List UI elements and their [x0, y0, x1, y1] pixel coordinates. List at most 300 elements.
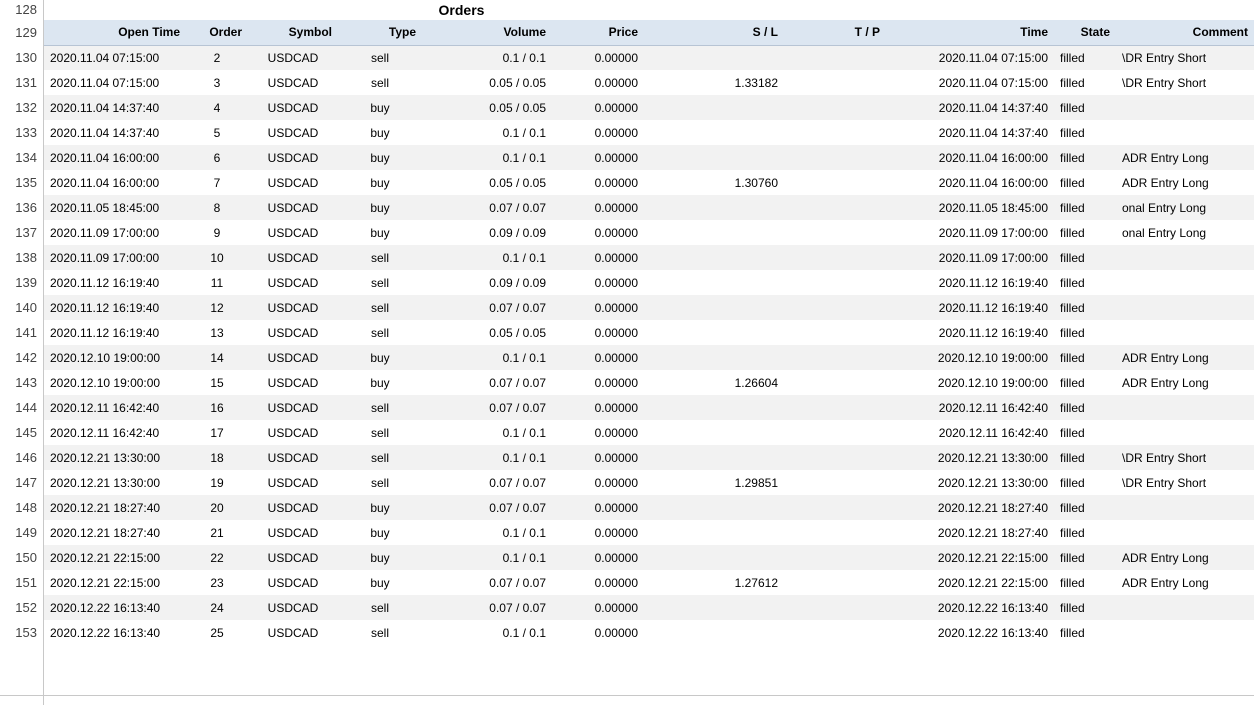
cell-volume: 0.07 / 0.07 — [422, 295, 552, 320]
cell-order: 22 — [186, 545, 248, 570]
column-header-time[interactable]: Time — [886, 20, 1054, 45]
cell-volume: 0.07 / 0.07 — [422, 495, 552, 520]
cell-take-profit — [784, 70, 886, 95]
column-header-price[interactable]: Price — [552, 20, 644, 45]
cell-time: 2020.11.04 07:15:00 — [886, 70, 1054, 95]
cell-order: 7 — [186, 170, 248, 195]
cell-order: 19 — [186, 470, 248, 495]
cell-symbol: USDCAD — [248, 420, 338, 445]
table-row[interactable] — [44, 445, 1254, 470]
cell-price: 0.00000 — [552, 520, 644, 545]
cell-take-profit — [784, 270, 886, 295]
row-number[interactable]: 149 — [15, 525, 37, 540]
cell-state: filled — [1054, 345, 1116, 370]
cell-open-time: 2020.12.21 18:27:40 — [44, 520, 186, 545]
table-row[interactable] — [44, 545, 1254, 570]
cell-open-time: 2020.11.04 14:37:40 — [44, 120, 186, 145]
cell-price: 0.00000 — [552, 445, 644, 470]
cell-open-time: 2020.12.21 13:30:00 — [44, 470, 186, 495]
cell-state: filled — [1054, 295, 1116, 320]
cell-time: 2020.11.12 16:19:40 — [886, 320, 1054, 345]
row-number-gutter — [0, 0, 44, 705]
row-number[interactable]: 148 — [15, 500, 37, 515]
cell-price: 0.00000 — [552, 470, 644, 495]
cell-order: 18 — [186, 445, 248, 470]
cell-stop-loss — [644, 295, 784, 320]
cell-order: 25 — [186, 620, 248, 645]
cell-symbol: USDCAD — [248, 270, 338, 295]
row-number[interactable]: 152 — [15, 600, 37, 615]
cell-order: 24 — [186, 595, 248, 620]
row-number[interactable]: 130 — [15, 50, 37, 65]
cell-comment: ADR Entry Long — [1116, 370, 1254, 395]
cell-symbol: USDCAD — [248, 295, 338, 320]
cell-type: sell — [338, 445, 422, 470]
table-row[interactable] — [44, 45, 1254, 70]
cell-stop-loss — [644, 270, 784, 295]
cell-stop-loss — [644, 595, 784, 620]
cell-time: 2020.11.04 07:15:00 — [886, 45, 1054, 70]
row-number[interactable]: 135 — [15, 175, 37, 190]
cell-type: sell — [338, 595, 422, 620]
cell-symbol: USDCAD — [248, 520, 338, 545]
cell-time: 2020.12.10 19:00:00 — [886, 370, 1054, 395]
cell-symbol: USDCAD — [248, 45, 338, 70]
cell-take-profit — [784, 420, 886, 445]
cell-state: filled — [1054, 470, 1116, 495]
cell-symbol: USDCAD — [248, 620, 338, 645]
cell-type: buy — [338, 345, 422, 370]
cell-type: sell — [338, 70, 422, 95]
cell-comment — [1116, 395, 1254, 420]
row-number[interactable]: 128 — [15, 2, 37, 17]
cell-state: filled — [1054, 95, 1116, 120]
cell-price: 0.00000 — [552, 45, 644, 70]
cell-take-profit — [784, 345, 886, 370]
cell-volume: 0.07 / 0.07 — [422, 195, 552, 220]
orders-table — [44, 20, 1254, 645]
cell-order: 23 — [186, 570, 248, 595]
table-row[interactable] — [44, 70, 1254, 95]
cell-stop-loss — [644, 45, 784, 70]
cell-state: filled — [1054, 220, 1116, 245]
cell-open-time: 2020.12.10 19:00:00 — [44, 370, 186, 395]
cell-take-profit — [784, 370, 886, 395]
column-header-state[interactable]: State — [1054, 20, 1116, 45]
cell-state: filled — [1054, 45, 1116, 70]
cell-order: 10 — [186, 245, 248, 270]
cell-open-time: 2020.11.04 16:00:00 — [44, 170, 186, 195]
column-header-take-profit[interactable]: T / P — [784, 20, 886, 45]
cell-state: filled — [1054, 370, 1116, 395]
cell-stop-loss: 1.30760 — [644, 170, 784, 195]
table-row[interactable] — [44, 170, 1254, 195]
cell-time: 2020.12.11 16:42:40 — [886, 420, 1054, 445]
column-header-comment[interactable]: Comment — [1116, 20, 1254, 45]
cell-price: 0.00000 — [552, 395, 644, 420]
cell-open-time: 2020.12.11 16:42:40 — [44, 420, 186, 445]
header-row — [44, 20, 1254, 45]
cell-time: 2020.12.22 16:13:40 — [886, 620, 1054, 645]
cell-type: buy — [338, 145, 422, 170]
cell-time: 2020.11.05 18:45:00 — [886, 195, 1054, 220]
cell-take-profit — [784, 445, 886, 470]
cell-open-time: 2020.11.04 14:37:40 — [44, 95, 186, 120]
cell-stop-loss — [644, 320, 784, 345]
table-row[interactable] — [44, 320, 1254, 345]
cell-time: 2020.12.11 16:42:40 — [886, 395, 1054, 420]
cell-order: 16 — [186, 395, 248, 420]
cell-open-time: 2020.11.04 07:15:00 — [44, 70, 186, 95]
table-row[interactable] — [44, 195, 1254, 220]
table-row[interactable] — [44, 220, 1254, 245]
cell-symbol: USDCAD — [248, 120, 338, 145]
cell-take-profit — [784, 545, 886, 570]
table-row[interactable] — [44, 570, 1254, 595]
cell-price: 0.00000 — [552, 270, 644, 295]
cell-state: filled — [1054, 70, 1116, 95]
cell-stop-loss — [644, 220, 784, 245]
sheet-grid — [44, 0, 1254, 705]
cell-open-time: 2020.12.22 16:13:40 — [44, 595, 186, 620]
cell-comment: \DR Entry Short — [1116, 470, 1254, 495]
cell-type: buy — [338, 520, 422, 545]
cell-time: 2020.12.21 13:30:00 — [886, 445, 1054, 470]
table-row[interactable] — [44, 95, 1254, 120]
row-number[interactable]: 132 — [15, 100, 37, 115]
cell-price: 0.00000 — [552, 420, 644, 445]
row-number[interactable]: 133 — [15, 125, 37, 140]
cell-take-profit — [784, 145, 886, 170]
cell-volume: 0.1 / 0.1 — [422, 145, 552, 170]
row-number[interactable]: 138 — [15, 250, 37, 265]
cell-state: filled — [1054, 445, 1116, 470]
cell-take-profit — [784, 595, 886, 620]
cell-volume: 0.1 / 0.1 — [422, 420, 552, 445]
cell-comment: ADR Entry Long — [1116, 145, 1254, 170]
cell-state: filled — [1054, 595, 1116, 620]
cell-time: 2020.11.04 16:00:00 — [886, 170, 1054, 195]
cell-state: filled — [1054, 395, 1116, 420]
row-number[interactable]: 143 — [15, 375, 37, 390]
cell-open-time: 2020.11.04 07:15:00 — [44, 45, 186, 70]
cell-stop-loss — [644, 120, 784, 145]
cell-comment — [1116, 95, 1254, 120]
cell-type: sell — [338, 420, 422, 445]
page-title: Orders — [438, 2, 485, 18]
cell-type: sell — [338, 45, 422, 70]
row-number[interactable]: 146 — [15, 450, 37, 465]
cell-symbol: USDCAD — [248, 595, 338, 620]
table-row[interactable] — [44, 370, 1254, 395]
cell-volume: 0.1 / 0.1 — [422, 245, 552, 270]
cell-volume: 0.1 / 0.1 — [422, 545, 552, 570]
cell-time: 2020.11.04 14:37:40 — [886, 120, 1054, 145]
cell-stop-loss — [644, 395, 784, 420]
cell-price: 0.00000 — [552, 295, 644, 320]
cell-take-profit — [784, 220, 886, 245]
cell-symbol: USDCAD — [248, 395, 338, 420]
cell-symbol: USDCAD — [248, 445, 338, 470]
column-header-volume[interactable]: Volume — [422, 20, 552, 45]
cell-take-profit — [784, 170, 886, 195]
cell-symbol: USDCAD — [248, 370, 338, 395]
cell-stop-loss — [644, 420, 784, 445]
table-row[interactable] — [44, 120, 1254, 145]
cell-comment: \DR Entry Short — [1116, 45, 1254, 70]
cell-volume: 0.07 / 0.07 — [422, 395, 552, 420]
row-number[interactable]: 147 — [15, 475, 37, 490]
cell-order: 6 — [186, 145, 248, 170]
cell-volume: 0.07 / 0.07 — [422, 595, 552, 620]
row-number[interactable]: 131 — [15, 75, 37, 90]
cell-open-time: 2020.11.12 16:19:40 — [44, 295, 186, 320]
cell-take-profit — [784, 520, 886, 545]
cell-state: filled — [1054, 145, 1116, 170]
row-number[interactable]: 150 — [15, 550, 37, 565]
cell-type: sell — [338, 395, 422, 420]
cell-volume: 0.05 / 0.05 — [422, 170, 552, 195]
cell-order: 9 — [186, 220, 248, 245]
cell-symbol: USDCAD — [248, 145, 338, 170]
table-row[interactable] — [44, 145, 1254, 170]
cell-comment — [1116, 595, 1254, 620]
cell-open-time: 2020.11.09 17:00:00 — [44, 220, 186, 245]
cell-comment: \DR Entry Short — [1116, 70, 1254, 95]
cell-open-time: 2020.11.12 16:19:40 — [44, 320, 186, 345]
cell-take-profit — [784, 195, 886, 220]
cell-state: filled — [1054, 495, 1116, 520]
row-number[interactable]: 151 — [15, 575, 37, 590]
cell-open-time: 2020.11.04 16:00:00 — [44, 145, 186, 170]
column-header-stop-loss[interactable]: S / L — [644, 20, 784, 45]
row-number[interactable]: 145 — [15, 425, 37, 440]
cell-stop-loss: 1.33182 — [644, 70, 784, 95]
cell-volume: 0.1 / 0.1 — [422, 120, 552, 145]
cell-take-profit — [784, 320, 886, 345]
cell-price: 0.00000 — [552, 245, 644, 270]
cell-comment: ADR Entry Long — [1116, 170, 1254, 195]
cell-stop-loss — [644, 545, 784, 570]
cell-type: sell — [338, 320, 422, 345]
cell-time: 2020.12.21 18:27:40 — [886, 495, 1054, 520]
cell-comment: ADR Entry Long — [1116, 570, 1254, 595]
cell-order: 8 — [186, 195, 248, 220]
row-number[interactable]: 153 — [15, 625, 37, 640]
cell-volume: 0.1 / 0.1 — [422, 45, 552, 70]
cell-time: 2020.11.04 14:37:40 — [886, 95, 1054, 120]
cell-symbol: USDCAD — [248, 95, 338, 120]
cell-symbol: USDCAD — [248, 545, 338, 570]
table-row[interactable] — [44, 345, 1254, 370]
cell-type: buy — [338, 370, 422, 395]
cell-comment — [1116, 245, 1254, 270]
cell-order: 13 — [186, 320, 248, 345]
column-header-order[interactable]: Order — [186, 20, 248, 45]
table-row[interactable] — [44, 295, 1254, 320]
sheet-bottom-divider — [0, 695, 1254, 696]
orders-table-header — [44, 20, 1254, 45]
cell-take-profit — [784, 620, 886, 645]
row-number[interactable]: 129 — [15, 25, 37, 40]
cell-state: filled — [1054, 420, 1116, 445]
cell-comment: onal Entry Long — [1116, 220, 1254, 245]
cell-type: buy — [338, 495, 422, 520]
table-row[interactable] — [44, 270, 1254, 295]
row-number[interactable]: 142 — [15, 350, 37, 365]
cell-open-time: 2020.11.09 17:00:00 — [44, 245, 186, 270]
cell-open-time: 2020.12.21 22:15:00 — [44, 570, 186, 595]
cell-symbol: USDCAD — [248, 70, 338, 95]
table-row[interactable] — [44, 595, 1254, 620]
cell-stop-loss — [644, 345, 784, 370]
cell-symbol: USDCAD — [248, 470, 338, 495]
cell-order: 21 — [186, 520, 248, 545]
cell-volume: 0.07 / 0.07 — [422, 370, 552, 395]
row-number[interactable]: 139 — [15, 275, 37, 290]
cell-comment — [1116, 295, 1254, 320]
cell-comment — [1116, 420, 1254, 445]
cell-price: 0.00000 — [552, 95, 644, 120]
cell-comment: ADR Entry Long — [1116, 345, 1254, 370]
column-header-open-time[interactable]: Open Time — [44, 20, 186, 45]
cell-state: filled — [1054, 195, 1116, 220]
cell-type: buy — [338, 95, 422, 120]
cell-comment — [1116, 120, 1254, 145]
cell-take-profit — [784, 120, 886, 145]
cell-time: 2020.12.21 13:30:00 — [886, 470, 1054, 495]
table-row[interactable] — [44, 245, 1254, 270]
cell-volume: 0.05 / 0.05 — [422, 95, 552, 120]
cell-stop-loss — [644, 495, 784, 520]
cell-type: buy — [338, 170, 422, 195]
cell-order: 2 — [186, 45, 248, 70]
cell-volume: 0.09 / 0.09 — [422, 220, 552, 245]
cell-take-profit — [784, 395, 886, 420]
cell-open-time: 2020.12.11 16:42:40 — [44, 395, 186, 420]
cell-order: 4 — [186, 95, 248, 120]
cell-state: filled — [1054, 570, 1116, 595]
cell-volume: 0.05 / 0.05 — [422, 320, 552, 345]
cell-open-time: 2020.12.21 22:15:00 — [44, 545, 186, 570]
cell-time: 2020.11.09 17:00:00 — [886, 245, 1054, 270]
cell-open-time: 2020.11.05 18:45:00 — [44, 195, 186, 220]
cell-stop-loss — [644, 520, 784, 545]
cell-symbol: USDCAD — [248, 195, 338, 220]
cell-state: filled — [1054, 270, 1116, 295]
cell-state: filled — [1054, 120, 1116, 145]
cell-comment: onal Entry Long — [1116, 195, 1254, 220]
cell-order: 3 — [186, 70, 248, 95]
cell-state: filled — [1054, 170, 1116, 195]
cell-price: 0.00000 — [552, 220, 644, 245]
cell-type: sell — [338, 245, 422, 270]
cell-stop-loss: 1.26604 — [644, 370, 784, 395]
cell-comment — [1116, 270, 1254, 295]
cell-stop-loss — [644, 195, 784, 220]
cell-open-time: 2020.11.12 16:19:40 — [44, 270, 186, 295]
table-row[interactable] — [44, 470, 1254, 495]
row-number[interactable]: 141 — [15, 325, 37, 340]
cell-take-profit — [784, 45, 886, 70]
cell-time: 2020.12.22 16:13:40 — [886, 595, 1054, 620]
cell-take-profit — [784, 570, 886, 595]
table-row[interactable] — [44, 395, 1254, 420]
cell-volume: 0.1 / 0.1 — [422, 345, 552, 370]
cell-time: 2020.12.21 18:27:40 — [886, 520, 1054, 545]
cell-comment — [1116, 320, 1254, 345]
cell-state: filled — [1054, 520, 1116, 545]
cell-price: 0.00000 — [552, 320, 644, 345]
cell-symbol: USDCAD — [248, 345, 338, 370]
cell-symbol: USDCAD — [248, 570, 338, 595]
cell-type: sell — [338, 620, 422, 645]
cell-open-time: 2020.12.22 16:13:40 — [44, 620, 186, 645]
cell-price: 0.00000 — [552, 370, 644, 395]
row-number[interactable]: 140 — [15, 300, 37, 315]
cell-symbol: USDCAD — [248, 220, 338, 245]
table-row[interactable] — [44, 420, 1254, 445]
cell-price: 0.00000 — [552, 170, 644, 195]
table-row[interactable] — [44, 520, 1254, 545]
cell-order: 12 — [186, 295, 248, 320]
cell-stop-loss: 1.27612 — [644, 570, 784, 595]
row-number[interactable]: 137 — [15, 225, 37, 240]
cell-price: 0.00000 — [552, 595, 644, 620]
cell-state: filled — [1054, 545, 1116, 570]
cell-price: 0.00000 — [552, 570, 644, 595]
cell-price: 0.00000 — [552, 620, 644, 645]
cell-type: buy — [338, 220, 422, 245]
cell-open-time: 2020.12.10 19:00:00 — [44, 345, 186, 370]
cell-take-profit — [784, 245, 886, 270]
cell-time: 2020.12.21 22:15:00 — [886, 545, 1054, 570]
cell-price: 0.00000 — [552, 545, 644, 570]
orders-table-body — [44, 45, 1254, 645]
cell-comment: ADR Entry Long — [1116, 545, 1254, 570]
cell-time: 2020.11.09 17:00:00 — [886, 220, 1054, 245]
row-number[interactable]: 134 — [15, 150, 37, 165]
table-row[interactable] — [44, 495, 1254, 520]
cell-type: buy — [338, 120, 422, 145]
table-row[interactable] — [44, 620, 1254, 645]
cell-order: 15 — [186, 370, 248, 395]
cell-volume: 0.09 / 0.09 — [422, 270, 552, 295]
cell-order: 20 — [186, 495, 248, 520]
cell-comment — [1116, 620, 1254, 645]
cell-stop-loss — [644, 245, 784, 270]
cell-price: 0.00000 — [552, 495, 644, 520]
cell-stop-loss — [644, 620, 784, 645]
cell-time: 2020.12.10 19:00:00 — [886, 345, 1054, 370]
column-header-type[interactable]: Type — [338, 20, 422, 45]
cell-time: 2020.11.12 16:19:40 — [886, 295, 1054, 320]
cell-volume: 0.1 / 0.1 — [422, 620, 552, 645]
cell-price: 0.00000 — [552, 120, 644, 145]
cell-price: 0.00000 — [552, 70, 644, 95]
cell-type: sell — [338, 295, 422, 320]
cell-order: 5 — [186, 120, 248, 145]
cell-state: filled — [1054, 245, 1116, 270]
cell-symbol: USDCAD — [248, 170, 338, 195]
cell-order: 11 — [186, 270, 248, 295]
row-number[interactable]: 136 — [15, 200, 37, 215]
cell-symbol: USDCAD — [248, 495, 338, 520]
column-header-symbol[interactable]: Symbol — [248, 20, 338, 45]
cell-volume: 0.05 / 0.05 — [422, 70, 552, 95]
row-number[interactable]: 144 — [15, 400, 37, 415]
cell-comment: \DR Entry Short — [1116, 445, 1254, 470]
